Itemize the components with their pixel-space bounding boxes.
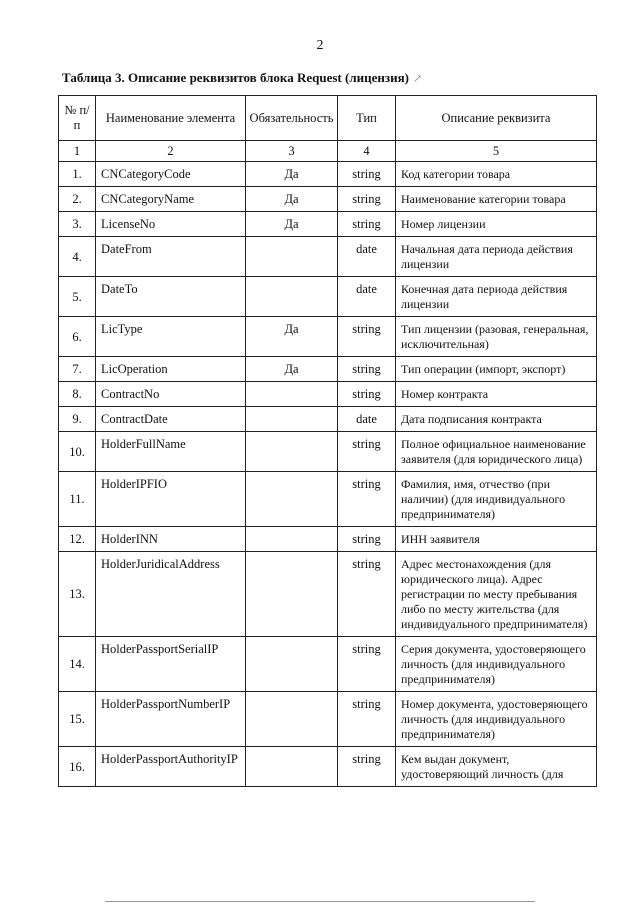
- element-name-cell: CNCategoryCode: [96, 162, 246, 187]
- element-name-cell: ContractNo: [96, 382, 246, 407]
- column-number: 2: [96, 141, 246, 162]
- element-name-cell: HolderIPFIO: [96, 472, 246, 527]
- data-type-cell: string: [338, 692, 396, 747]
- header-cell-required: Обязательность: [246, 96, 338, 141]
- description-cell: Фамилия, имя, отчество (при наличии) (для индивидуального предпринимателя): [396, 472, 597, 527]
- column-number-row: [59, 141, 597, 162]
- description-cell: Кем выдан документ, удостоверяющий личность (для: [396, 747, 597, 787]
- header-cell-description: Описание реквизита: [396, 96, 597, 141]
- element-name-cell: LicType: [96, 317, 246, 357]
- row-number-cell: 16.: [59, 747, 96, 787]
- required-flag-cell: [246, 382, 338, 407]
- required-flag-cell: Да: [246, 317, 338, 357]
- required-flag-cell: [246, 692, 338, 747]
- description-cell: Тип операции (импорт, экспорт): [396, 357, 597, 382]
- required-flag-cell: [246, 277, 338, 317]
- row-number-cell: 13.: [59, 552, 96, 637]
- row-number-cell: 11.: [59, 472, 96, 527]
- table-caption: [62, 70, 422, 86]
- pen-mark: ↗: [412, 73, 423, 85]
- data-type-cell: string: [338, 527, 396, 552]
- header-row: [59, 96, 597, 141]
- element-name-cell: HolderFullName: [96, 432, 246, 472]
- data-type-cell: string: [338, 317, 396, 357]
- description-cell: Номер лицензии: [396, 212, 597, 237]
- data-type-cell: string: [338, 382, 396, 407]
- table-row: [59, 692, 597, 747]
- column-number: 4: [338, 141, 396, 162]
- description-cell: ИНН заявителя: [396, 527, 597, 552]
- table-row: [59, 357, 597, 382]
- required-flag-cell: [246, 237, 338, 277]
- description-cell: Код категории товара: [396, 162, 597, 187]
- element-name-cell: HolderPassportSerialIP: [96, 637, 246, 692]
- data-type-cell: string: [338, 212, 396, 237]
- row-number-cell: 14.: [59, 637, 96, 692]
- element-name-cell: ContractDate: [96, 407, 246, 432]
- table-row: [59, 162, 597, 187]
- row-number-cell: 7.: [59, 357, 96, 382]
- required-flag-cell: Да: [246, 162, 338, 187]
- row-number-cell: 15.: [59, 692, 96, 747]
- element-name-cell: CNCategoryName: [96, 187, 246, 212]
- table-row: [59, 432, 597, 472]
- row-number-cell: 10.: [59, 432, 96, 472]
- description-cell: Наименование категории товара: [396, 187, 597, 212]
- table-row: [59, 527, 597, 552]
- required-flag-cell: [246, 552, 338, 637]
- row-number-cell: 3.: [59, 212, 96, 237]
- description-cell: Полное официальное наименование заявителя (для юридического лица): [396, 432, 597, 472]
- data-type-cell: string: [338, 637, 396, 692]
- column-number: 5: [396, 141, 597, 162]
- data-type-cell: date: [338, 237, 396, 277]
- element-name-cell: DateFrom: [96, 237, 246, 277]
- row-number-cell: 8.: [59, 382, 96, 407]
- table-row: [59, 747, 597, 787]
- row-number-cell: 6.: [59, 317, 96, 357]
- header-cell-number: № п/п: [59, 96, 96, 141]
- row-number-cell: 2.: [59, 187, 96, 212]
- row-number-cell: 4.: [59, 237, 96, 277]
- data-type-cell: string: [338, 432, 396, 472]
- element-name-cell: HolderJuridicalAddress: [96, 552, 246, 637]
- description-cell: Серия документа, удостоверяющего личность (для индивидуального предпринимателя): [396, 637, 597, 692]
- required-flag-cell: [246, 407, 338, 432]
- table-row: [59, 187, 597, 212]
- header-cell-type: Тип: [338, 96, 396, 141]
- table-row: [59, 382, 597, 407]
- element-name-cell: HolderPassportAuthorityIP: [96, 747, 246, 787]
- description-cell: Конечная дата периода действия лицензии: [396, 277, 597, 317]
- required-flag-cell: Да: [246, 212, 338, 237]
- description-cell: Адрес местонахождения (для юридического лица). Адрес регистрации по месту пребывания либо по месту жительства (для индивидуального предпринимателя): [396, 552, 597, 637]
- element-name-cell: HolderINN: [96, 527, 246, 552]
- data-type-cell: string: [338, 747, 396, 787]
- page-number: 2: [316, 38, 324, 53]
- required-flag-cell: [246, 747, 338, 787]
- table-row: [59, 317, 597, 357]
- data-type-cell: date: [338, 407, 396, 432]
- description-cell: Номер контракта: [396, 382, 597, 407]
- requisites-table: [58, 95, 597, 787]
- column-number: 1: [59, 141, 96, 162]
- table-row: [59, 552, 597, 637]
- required-flag-cell: Да: [246, 357, 338, 382]
- required-flag-cell: [246, 472, 338, 527]
- table-row: [59, 212, 597, 237]
- caption-text: Таблица 3. Описание реквизитов блока Request (лицензия): [62, 70, 409, 85]
- required-flag-cell: [246, 527, 338, 552]
- description-cell: Начальная дата периода действия лицензии: [396, 237, 597, 277]
- row-number-cell: 5.: [59, 277, 96, 317]
- element-name-cell: LicOperation: [96, 357, 246, 382]
- element-name-cell: DateTo: [96, 277, 246, 317]
- table-row: [59, 637, 597, 692]
- description-cell: Дата подписания контракта: [396, 407, 597, 432]
- data-type-cell: string: [338, 472, 396, 527]
- element-name-cell: HolderPassportNumberIP: [96, 692, 246, 747]
- row-number-cell: 12.: [59, 527, 96, 552]
- data-type-cell: string: [338, 357, 396, 382]
- header-cell-name: Наименование элемента: [96, 96, 246, 141]
- required-flag-cell: Да: [246, 187, 338, 212]
- bottom-rule: [105, 901, 535, 902]
- required-flag-cell: [246, 432, 338, 472]
- data-type-cell: date: [338, 277, 396, 317]
- row-number-cell: 9.: [59, 407, 96, 432]
- data-type-cell: string: [338, 187, 396, 212]
- description-cell: Тип лицензии (разовая, генеральная, исключительная): [396, 317, 597, 357]
- table-row: [59, 237, 597, 277]
- element-name-cell: LicenseNo: [96, 212, 246, 237]
- table-row: [59, 472, 597, 527]
- required-flag-cell: [246, 637, 338, 692]
- row-number-cell: 1.: [59, 162, 96, 187]
- data-type-cell: string: [338, 552, 396, 637]
- table-row: [59, 407, 597, 432]
- data-type-cell: string: [338, 162, 396, 187]
- description-cell: Номер документа, удостоверяющего личность (для индивидуального предпринимателя): [396, 692, 597, 747]
- column-number: 3: [246, 141, 338, 162]
- table-row: [59, 277, 597, 317]
